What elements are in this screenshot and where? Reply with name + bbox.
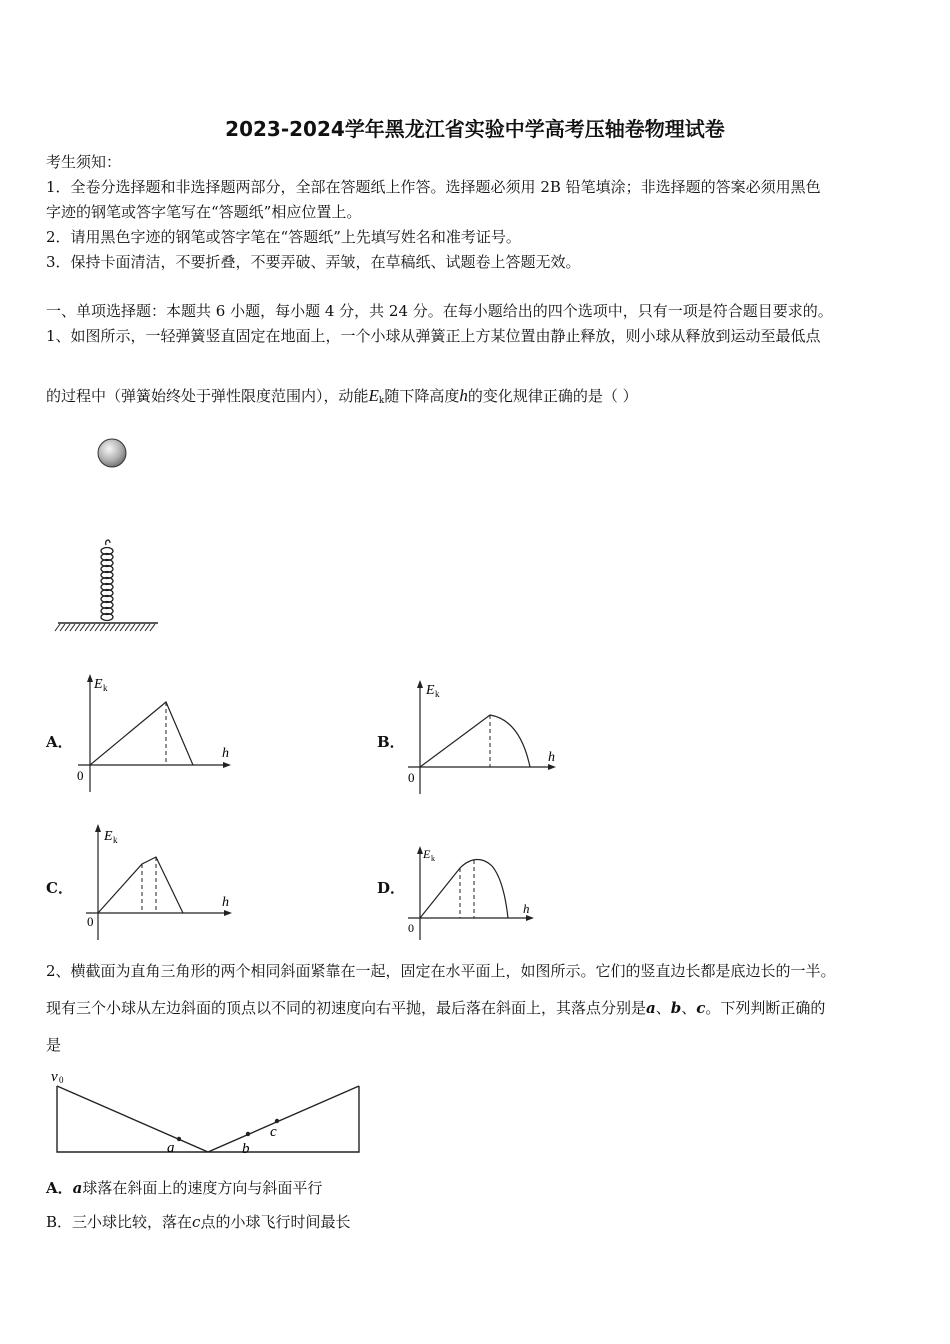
ground-hatch-line bbox=[55, 624, 60, 631]
v0-label: v bbox=[51, 1069, 58, 1085]
ground-hatch-line bbox=[145, 624, 150, 631]
q2-text-a: 现有三个小球从左边斜面的顶点以不同的初速度向右平抛，最后落在斜面上，其落点分别是 bbox=[46, 999, 647, 1017]
ground-hatch-line bbox=[75, 624, 80, 631]
q2-option-b-text: 点的小球飞行时间最长 bbox=[200, 1213, 351, 1231]
ground-hatch-line bbox=[65, 624, 70, 631]
q2-option-a-sym: a bbox=[72, 1179, 83, 1197]
ground-hatch-line bbox=[80, 624, 85, 631]
q2-stem-line2 bbox=[46, 998, 825, 1018]
ground-hatch-line bbox=[120, 624, 125, 631]
axis-y-sub: k bbox=[435, 689, 440, 699]
h-symbol: h bbox=[459, 386, 468, 405]
ground-hatch-line bbox=[110, 624, 115, 631]
origin-label: 0 bbox=[408, 770, 415, 785]
origin-label: 0 bbox=[87, 914, 94, 929]
axis-y-label: E bbox=[426, 683, 435, 698]
point-a bbox=[177, 1137, 181, 1141]
q2-option-b-sym: c bbox=[192, 1213, 201, 1231]
ball bbox=[98, 439, 126, 467]
q2-option-b-label: B．三小球比较，落在 bbox=[46, 1213, 193, 1231]
ground-hatch-line bbox=[115, 624, 120, 631]
point-c-ref: c bbox=[696, 999, 706, 1017]
ek-subscript: k bbox=[378, 396, 385, 406]
graph-a bbox=[72, 672, 232, 802]
page-title: 2023-2024学年黑龙江省实验中学高考压轴卷物理试卷 bbox=[225, 117, 725, 141]
ground-hatch-line bbox=[90, 624, 95, 631]
ground-hatch-line bbox=[105, 624, 110, 631]
axis-x-label: h bbox=[523, 901, 530, 916]
ground-hatch-line bbox=[135, 624, 140, 631]
spring bbox=[101, 540, 113, 620]
point-b bbox=[246, 1132, 250, 1136]
ground-hatch-line bbox=[85, 624, 90, 631]
q2-stem-line3: 是 bbox=[46, 1036, 62, 1054]
curve-b bbox=[420, 715, 530, 767]
axis-y-sub: k bbox=[431, 854, 435, 863]
label-b: b bbox=[242, 1141, 250, 1157]
q2-option-b[interactable] bbox=[46, 1212, 350, 1232]
q1-text-a: 的过程中（弹簧始终处于弹性限度范围内），动能 bbox=[46, 387, 369, 405]
q2-option-a-text: 球落在斜面上的速度方向与斜面平行 bbox=[82, 1179, 323, 1197]
notice-heading: 考生须知： bbox=[46, 153, 122, 171]
axis-x-label: h bbox=[222, 746, 229, 761]
axis-y-label: E bbox=[94, 677, 103, 692]
sep-1: 、 bbox=[655, 999, 671, 1017]
point-c bbox=[275, 1119, 279, 1123]
sep-2: 、 bbox=[681, 999, 697, 1017]
q2-option-a[interactable] bbox=[46, 1178, 322, 1198]
origin-label: 0 bbox=[77, 768, 84, 783]
axis-y-sub: k bbox=[113, 835, 118, 845]
option-a-label[interactable]: A． bbox=[46, 733, 73, 751]
curve-c bbox=[98, 857, 183, 913]
axis-y-label: E bbox=[423, 847, 431, 861]
ground-hatch-line bbox=[140, 624, 145, 631]
axis-x-label: h bbox=[222, 895, 229, 910]
graph-d bbox=[402, 840, 562, 970]
section-heading: 一、单项选择题：本题共 6 小题，每小题 4 分，共 24 分。在每小题给出的四个选项中，只有一项是符合题目要求的。 bbox=[46, 302, 833, 320]
notice-item-3: 3．保持卡面清洁，不要折叠，不要弄破、弄皱，在草稿纸、试题卷上答题无效。 bbox=[46, 253, 581, 271]
axis-y-label: E bbox=[104, 829, 113, 844]
ground-hatch-line bbox=[125, 624, 130, 631]
q1-text-c: 的变化规律正确的是（ ） bbox=[467, 387, 638, 405]
inclines-figure bbox=[44, 1064, 374, 1164]
graph-b bbox=[402, 672, 562, 802]
option-c-label[interactable]: C． bbox=[46, 879, 73, 897]
ground bbox=[55, 623, 158, 631]
ground-hatch-line bbox=[95, 624, 100, 631]
q2-stem-line1: 2、横截面为直角三角形的两个相同斜面紧靠在一起，固定在水平面上，如图所示。它们的竖直边长都是底边长的一半。 bbox=[46, 962, 836, 980]
ground-hatch-line bbox=[70, 624, 75, 631]
q2-option-a-label: A． bbox=[46, 1179, 73, 1197]
q1-stem-line1: 1、如图所示，一轻弹簧竖直固定在地面上，一个小球从弹簧正上方某位置由静止释放，则小球从释放到运动至最低点 bbox=[46, 327, 821, 345]
notice-item-2: 2．请用黑色字迹的钢笔或答字笔在“答题纸”上先填写姓名和准考证号。 bbox=[46, 228, 521, 246]
option-d-label[interactable]: D． bbox=[377, 879, 406, 897]
axis-x-label: h bbox=[548, 750, 555, 765]
origin-label: 0 bbox=[408, 921, 414, 935]
ground-hatch-line bbox=[130, 624, 135, 631]
notice-item-1-cont: 字迹的钢笔或答字笔写在“答题纸”相应位置上。 bbox=[46, 203, 362, 221]
ground-hatch-line bbox=[60, 624, 65, 631]
curve-a bbox=[90, 702, 193, 765]
option-b-label[interactable]: B． bbox=[377, 733, 405, 751]
label-a: a bbox=[167, 1140, 175, 1156]
ek-symbol: E bbox=[368, 386, 379, 405]
ground-hatch-line bbox=[100, 624, 105, 631]
label-c: c bbox=[270, 1124, 277, 1140]
q1-text-b: 随下降高度 bbox=[384, 387, 460, 405]
notice-item-1: 1．全卷分选择题和非选择题两部分，全部在答题纸上作答。选择题必须用 2B 铅笔填涂；非选择题的答案必须用黑色 bbox=[46, 178, 821, 196]
axis-y-sub: k bbox=[103, 683, 108, 693]
ground-hatch-line bbox=[150, 624, 155, 631]
point-b-ref: b bbox=[670, 999, 682, 1017]
point-a-ref: a bbox=[646, 999, 656, 1017]
graph-c bbox=[80, 822, 240, 952]
curve-d bbox=[420, 860, 508, 919]
q2-text-b: 。下列判断正确的 bbox=[705, 999, 826, 1017]
v0-sub: 0 bbox=[59, 1075, 64, 1085]
